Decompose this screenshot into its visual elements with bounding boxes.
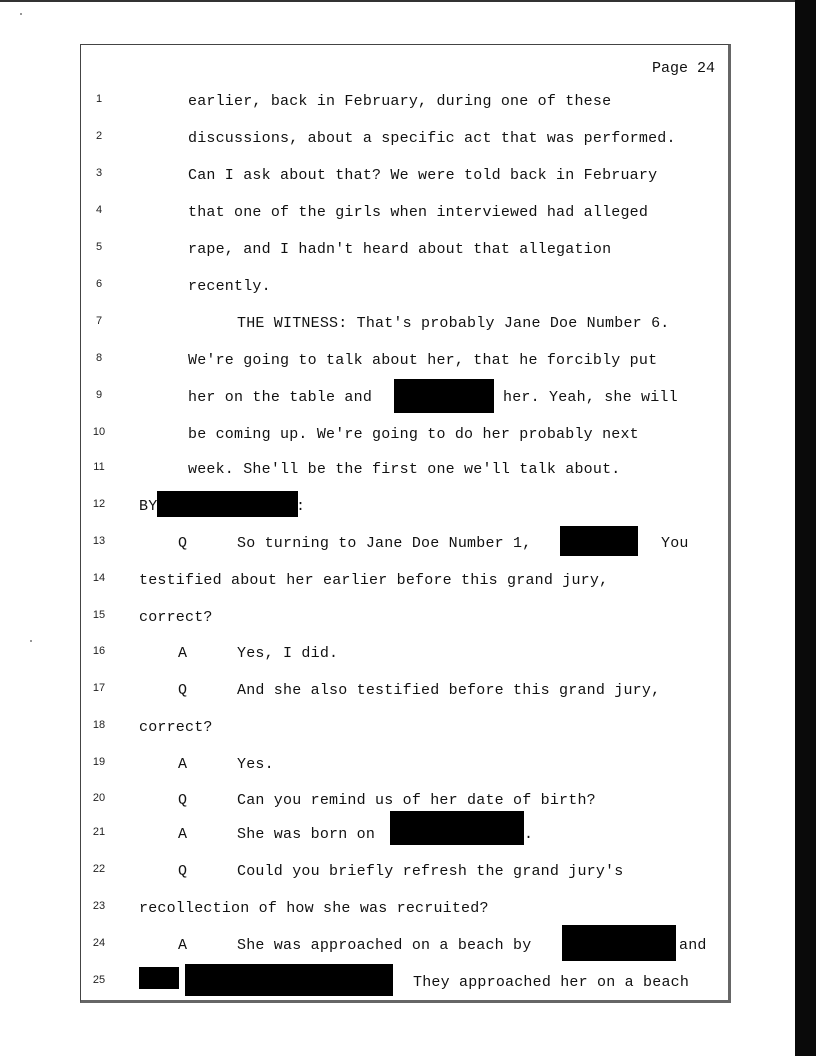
line-number: 4 bbox=[95, 204, 103, 216]
transcript-line-9-part-2: her. Yeah, she will bbox=[503, 389, 678, 406]
transcript-line-12-part-1: BY bbox=[139, 498, 158, 515]
question-marker: Q bbox=[178, 535, 188, 552]
transcript-line-6: recently. bbox=[188, 278, 271, 295]
transcript-line-21-part-2: . bbox=[524, 826, 534, 843]
transcript-line-23: recollection of how she was recruited? bbox=[139, 900, 489, 917]
answer-marker: A bbox=[178, 645, 188, 662]
transcript-line-14: testified about her earlier before this grand jury, bbox=[139, 572, 609, 589]
line-number: 18 bbox=[92, 719, 106, 731]
transcript-line-18: correct? bbox=[139, 719, 213, 736]
line-number: 3 bbox=[95, 167, 103, 179]
line-number: 17 bbox=[92, 682, 106, 694]
line-number: 5 bbox=[95, 241, 103, 253]
line-number: 21 bbox=[92, 826, 106, 838]
line-number: 2 bbox=[95, 130, 103, 142]
answer-marker: A bbox=[178, 937, 188, 954]
redaction-box bbox=[390, 811, 524, 845]
transcript-line-12-part-2: : bbox=[296, 498, 306, 515]
transcript-line-10: be coming up. We're going to do her probably next bbox=[188, 426, 639, 443]
line-number: 10 bbox=[92, 426, 106, 438]
redaction-box bbox=[185, 964, 393, 996]
transcript-line-21-part-1: She was born on bbox=[237, 826, 376, 843]
transcript-line-25: They approached her on a beach bbox=[413, 974, 690, 991]
transcript-line-9-part-1: her on the table and bbox=[188, 389, 373, 406]
line-number: 7 bbox=[95, 315, 103, 327]
transcript-line-13-part-2: You bbox=[661, 535, 689, 552]
line-number: 9 bbox=[95, 389, 103, 401]
question-marker: Q bbox=[178, 682, 188, 699]
transcript-line-8: We're going to talk about her, that he forcibly put bbox=[188, 352, 658, 369]
line-number: 19 bbox=[92, 756, 106, 768]
transcript-line-3: Can I ask about that? We were told back in February bbox=[188, 167, 658, 184]
transcript-line-13-part-1: So turning to Jane Doe Number 1, bbox=[237, 535, 532, 552]
line-number: 6 bbox=[95, 278, 103, 290]
transcript-line-24-part-1: She was approached on a beach by bbox=[237, 937, 532, 954]
transcript-line-20: Can you remind us of her date of birth? bbox=[237, 792, 596, 809]
line-number: 15 bbox=[92, 609, 106, 621]
top-rule bbox=[0, 0, 795, 2]
line-number: 23 bbox=[92, 900, 106, 912]
question-marker: Q bbox=[178, 863, 188, 880]
redaction-box bbox=[560, 526, 638, 556]
transcript-line-17: And she also testified before this grand jury, bbox=[237, 682, 661, 699]
line-number: 1 bbox=[95, 93, 103, 105]
transcript-line-19: Yes. bbox=[237, 756, 274, 773]
line-number: 20 bbox=[92, 792, 106, 804]
line-number: 22 bbox=[92, 863, 106, 875]
redaction-box bbox=[139, 967, 179, 989]
redaction-box bbox=[157, 491, 298, 517]
transcript-line-4: that one of the girls when interviewed had alleged bbox=[188, 204, 649, 221]
transcript-line-2: discussions, about a specific act that was performed. bbox=[188, 130, 676, 147]
scan-speck bbox=[20, 13, 22, 15]
answer-marker: A bbox=[178, 826, 188, 843]
transcript-line-16: Yes, I did. bbox=[237, 645, 339, 662]
line-number: 12 bbox=[92, 498, 106, 510]
transcript-line-22: Could you briefly refresh the grand jury's bbox=[237, 863, 624, 880]
page-number: Page 24 bbox=[651, 60, 715, 77]
transcript-line-11: week. She'll be the first one we'll talk about. bbox=[188, 461, 621, 478]
transcript-line-15: correct? bbox=[139, 609, 213, 626]
question-marker: Q bbox=[178, 792, 188, 809]
redaction-box bbox=[562, 925, 676, 961]
answer-marker: A bbox=[178, 756, 188, 773]
transcript-line-24-part-2: and bbox=[679, 937, 707, 954]
transcript-line-7: THE WITNESS: That's probably Jane Doe Number 6. bbox=[237, 315, 670, 332]
transcript-line-5: rape, and I hadn't heard about that allegation bbox=[188, 241, 612, 258]
line-number: 13 bbox=[92, 535, 106, 547]
redaction-box bbox=[394, 379, 494, 413]
scan-edge-bar bbox=[795, 0, 816, 1056]
line-number: 24 bbox=[92, 937, 106, 949]
line-number: 14 bbox=[92, 572, 106, 584]
line-number: 16 bbox=[92, 645, 106, 657]
scan-speck bbox=[30, 640, 32, 642]
line-number: 25 bbox=[92, 974, 106, 986]
transcript-line-1: earlier, back in February, during one of these bbox=[188, 93, 612, 110]
line-number: 11 bbox=[93, 461, 105, 473]
transcript-page-frame bbox=[80, 44, 731, 1003]
line-number: 8 bbox=[95, 352, 103, 364]
